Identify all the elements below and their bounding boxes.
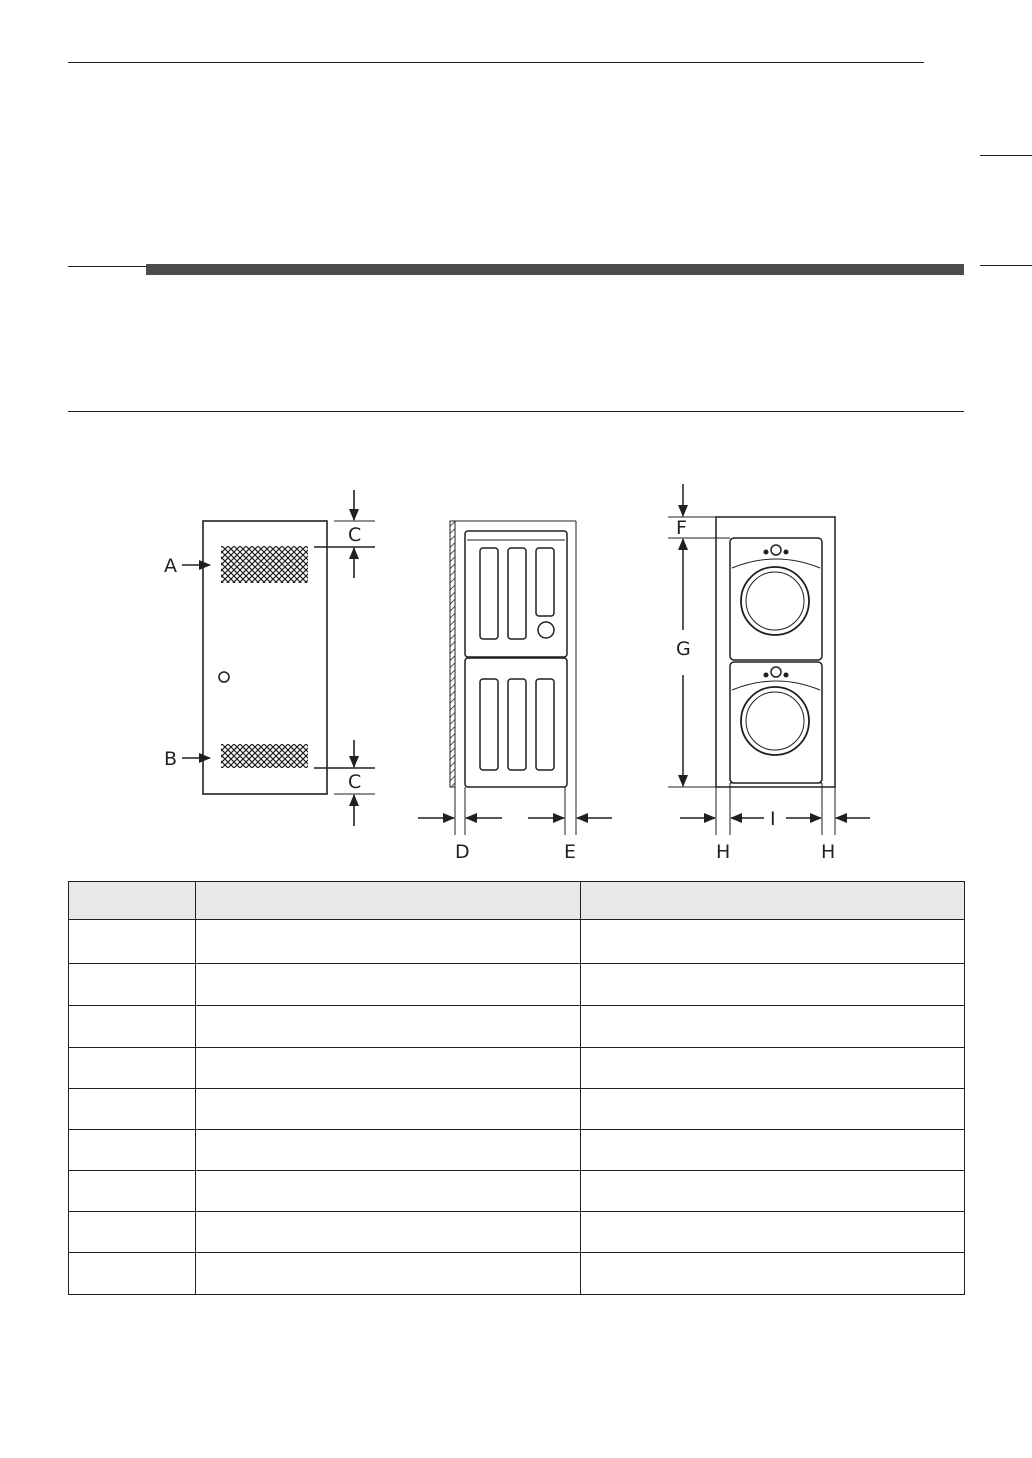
table-row bbox=[69, 1212, 965, 1253]
table-cell bbox=[196, 1130, 581, 1171]
closet-door-figure bbox=[182, 490, 375, 826]
front-view-figure bbox=[668, 484, 870, 835]
header-cell bbox=[69, 882, 196, 920]
table-cell bbox=[196, 1171, 581, 1212]
table-cell bbox=[69, 1171, 196, 1212]
label-e: E bbox=[564, 841, 577, 863]
table-cell bbox=[196, 920, 581, 964]
label-h-left: H bbox=[716, 841, 731, 863]
label-c-bottom: C bbox=[348, 771, 362, 793]
table-cell bbox=[196, 1089, 581, 1130]
table-cell bbox=[581, 964, 965, 1006]
table-cell bbox=[69, 964, 196, 1006]
table-cell bbox=[69, 1089, 196, 1130]
label-h-right: H bbox=[821, 841, 836, 863]
table-cell bbox=[581, 1048, 965, 1089]
table-cell bbox=[581, 920, 965, 964]
door-knob bbox=[219, 672, 229, 682]
table-row bbox=[69, 920, 965, 964]
table-cell bbox=[581, 1212, 965, 1253]
table-cell bbox=[196, 1253, 581, 1295]
table-row bbox=[69, 1048, 965, 1089]
clearance-table bbox=[68, 881, 965, 1295]
table-cell bbox=[581, 1006, 965, 1048]
table-cell bbox=[196, 1006, 581, 1048]
label-i: I bbox=[770, 808, 776, 830]
table-cell bbox=[581, 1253, 965, 1295]
table-cell bbox=[69, 1253, 196, 1295]
header-cell bbox=[196, 882, 581, 920]
table-cell bbox=[69, 1006, 196, 1048]
table-cell bbox=[69, 1130, 196, 1171]
table-row bbox=[69, 1253, 965, 1295]
label-b: B bbox=[164, 748, 178, 770]
closet-opening bbox=[716, 517, 835, 787]
vent-bottom bbox=[221, 744, 308, 768]
header-cell bbox=[581, 882, 965, 920]
table-row bbox=[69, 964, 965, 1006]
label-a: A bbox=[164, 555, 177, 577]
table-cell bbox=[69, 920, 196, 964]
table-cell bbox=[69, 1212, 196, 1253]
side-view-figure bbox=[418, 521, 612, 835]
table-header-row bbox=[69, 882, 965, 920]
table-cell bbox=[196, 1212, 581, 1253]
table-row bbox=[69, 1006, 965, 1048]
rear-wall bbox=[450, 521, 455, 787]
table-cell bbox=[581, 1171, 965, 1212]
table-cell bbox=[196, 964, 581, 1006]
table-row bbox=[69, 1130, 965, 1171]
label-d: D bbox=[455, 841, 470, 863]
table-cell bbox=[581, 1089, 965, 1130]
vent-top bbox=[221, 546, 308, 583]
label-g: G bbox=[676, 638, 691, 660]
table-row bbox=[69, 1089, 965, 1130]
table-cell bbox=[581, 1130, 965, 1171]
table-cell bbox=[69, 1048, 196, 1089]
label-f: F bbox=[676, 517, 687, 539]
table-cell bbox=[196, 1048, 581, 1089]
label-c-top: C bbox=[348, 524, 362, 546]
table-row bbox=[69, 1171, 965, 1212]
